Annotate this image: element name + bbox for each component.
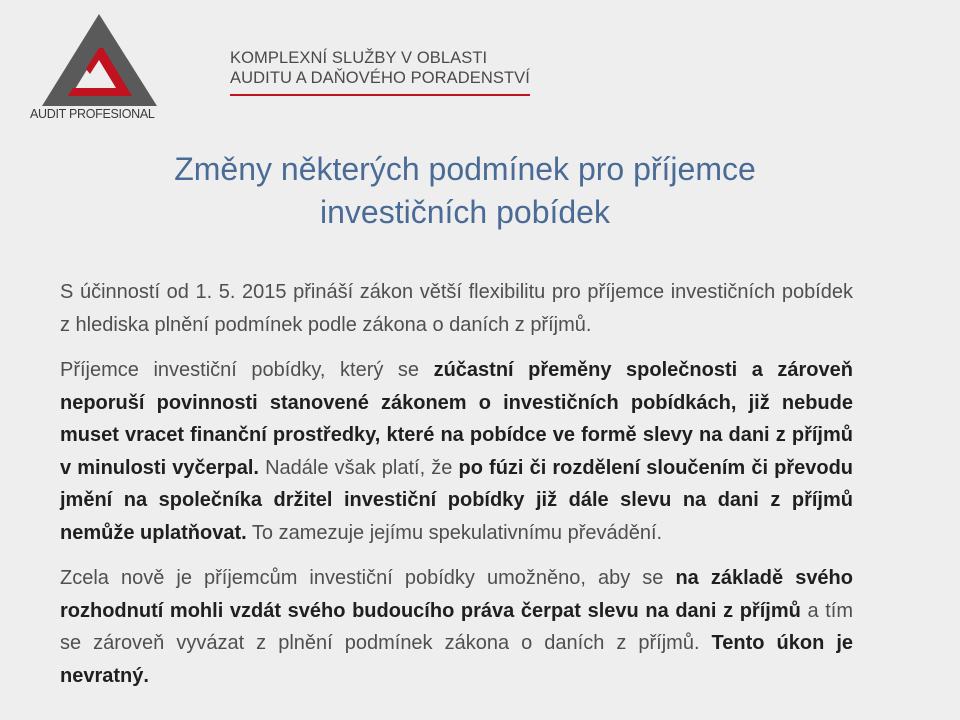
tagline-line-1: KOMPLEXNÍ SLUŽBY V OBLASTI [230,49,488,67]
tagline-line-2: AUDITU A DAŇOVÉHO PORADENSTVÍ [230,69,530,87]
slide-body [60,276,853,692]
paragraph-3-bold-a: na základě svého rozhodnutí mohli vzdát svého budoucího práva čerpat slevu na dani z příjmů [60,567,853,622]
paragraph-2 [60,354,853,549]
paragraph-2-bold-b: po fúzi či rozdělení sloučením či převodu jmění na společníka držitel investiční pobídky již dále slevu na dani z příjmů nemůže uplatňovat. [60,456,854,544]
logo-triangle-icon [42,14,157,106]
paragraph-3 [60,562,853,692]
paragraph-2-text-c: To zamezuje jejímu spekulativnímu převádění. [246,521,663,544]
paragraph-2-text-a: Příjemce investiční pobídky, který se [60,359,434,381]
paragraph-3-text-a: Zcela nově je příjemcům investiční pobídky umožněno, aby se [60,567,676,589]
slide-title [60,148,870,234]
logo-text: AUDIT PROFESIONAL [30,107,155,121]
paragraph-3-bold-b: Tento úkon je nevratný. [60,632,854,687]
company-tagline [230,48,530,96]
paragraph-1: S účinností od 1. 5. 2015 přináší zákon větší flexibilitu pro příjemce investičních pobídek z hlediska plnění podmínek podle zákona o daních z příjmů. [60,281,853,336]
title-line-1: Změny některých podmínek pro příjemce [174,151,756,187]
title-line-2: investičních pobídek [320,194,610,230]
paragraph-2-text-b: Nadále však platí, že [258,456,459,479]
paragraph-2-bold-a: zúčastní přeměny společnosti a zároveň neporuší povinnosti stanovené zákonem o investičních pobídkách, již nebude muset vracet finanční prostředky, které na pobídce ve formě slevy na dani z příjmů v minulosti vyčerpal. [60,359,853,479]
paragraph-3-text-b: a tím se zároveň vyvázat z plnění podmínek zákona o daních z příjmů. [60,599,854,654]
company-logo [30,14,170,124]
